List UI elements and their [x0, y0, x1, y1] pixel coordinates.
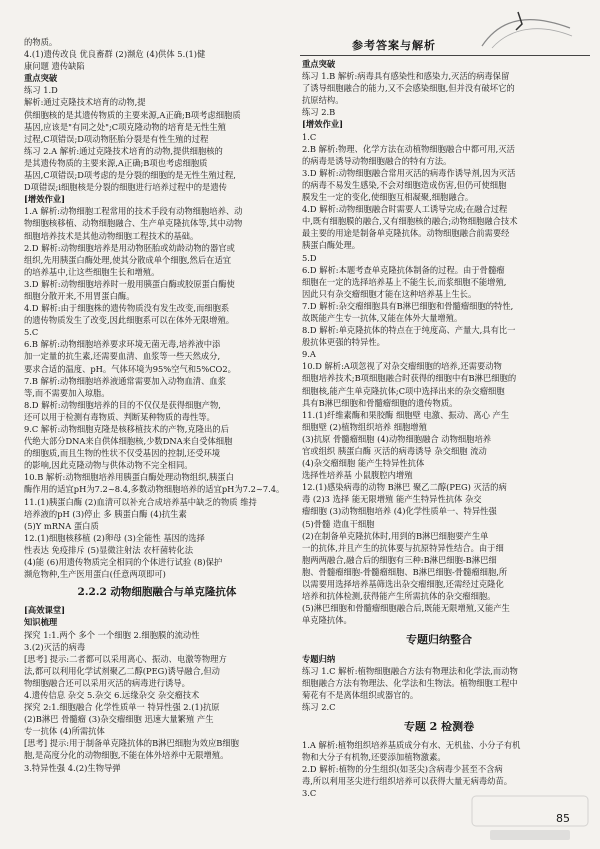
answer-line: 的影响,因此克隆动物与供体动物不完全相同。: [24, 460, 193, 471]
answer-line: 基因,C项错误;D项考虑的是分裂的细胞的是无性生殖过程,: [24, 170, 236, 181]
answer-line: 2.D 解析:动物细胞培养是用动物胚胎或幼龄动物的器官或: [24, 242, 235, 253]
answer-line: (2)B淋巴 骨髓瘤 (3)杂交瘤细胞 迅速大量繁殖 产生: [24, 714, 214, 725]
answer-line: 8.D 解析:单克隆抗体的特点在于纯度高、产量大,具有比一: [302, 325, 516, 336]
answer-line: 5.D: [302, 252, 317, 263]
answer-line: 3.D 解析:动物细胞培养时一般用胰蛋白酶或胶原蛋白酶使: [24, 278, 235, 289]
answer-line: 过程,C项错误;D项动物胚胎分裂是有性生殖的过程: [24, 133, 209, 144]
answer-line: 毒,所以利用茎尖进行组织培养可以获得大量无病毒幼苗。: [302, 776, 513, 787]
answer-line: 2.D 解析:植物的分生组织(如茎尖)含病毒少甚至不含病: [302, 764, 503, 775]
answer-line: [思考] 提示:用于制备单克隆抗体的B淋巴细胞为效应B细胞: [24, 738, 239, 749]
answer-line: 的培养基中,让这些细胞生长和增殖。: [24, 266, 160, 277]
answer-line: 练习 1.C 解析:植物细胞融合方法有物理法和化学法,而动物: [302, 665, 518, 676]
answer-line: 物细胞核移植、动物细胞融合、生产单克隆抗体等,其中动物: [24, 218, 243, 229]
section-heading: [增效作业]: [24, 194, 66, 205]
answer-line: 5.C: [24, 327, 39, 338]
answer-line: 培养和抗体检测,获得能产生所需抗体的杂交瘤细胞。: [302, 591, 496, 602]
answer-line: 练习 2.C: [302, 701, 336, 712]
answer-line: 胞两两融合,融合后的细胞有三种:B淋巴细胞-B淋巴细: [302, 554, 497, 565]
answer-line: 以需要用选择培养基筛选出杂交瘤细胞,还需经过克隆化: [302, 579, 504, 590]
answer-line: 是其遗传物质的主要来源,A正确;B项也考虑细胞质: [24, 157, 208, 168]
answer-line: 细胞培养技术是其他动物细胞工程技术的基础。: [24, 230, 199, 241]
answer-line: 康问题 遗传缺陷: [24, 61, 85, 72]
answer-line: (5)淋巴细胞和骨髓瘤细胞融合后,既能无限增殖,又能产生: [302, 603, 510, 614]
header-decoration-icon: [462, 6, 574, 52]
chapter-title: 专题归纳整合: [406, 634, 472, 647]
answer-line: 练习 2.A 解析:通过克隆技术培育的动物,提供细胞核的: [24, 145, 223, 156]
answer-line: 3.C: [302, 788, 317, 799]
answer-line: 具有B淋巴细胞和骨髓瘤细胞的遗传物质。: [302, 397, 458, 408]
answer-line: 酶作用的适宜pH为7.2~8.4,多数动物细胞培养的适宜pH为7.2~7.4。: [24, 484, 285, 495]
answer-line: 濒危物种,生产医用蛋白(任意两项即可): [24, 569, 166, 580]
answer-line: 9.A: [302, 349, 316, 360]
answer-line: 练习 2.B: [302, 107, 336, 118]
answer-line: 胞、骨髓瘤细胞-骨髓瘤细胞、B淋巴细胞-骨髓瘤细胞,所: [302, 566, 508, 577]
answer-line: 6.B 解析:动物细胞培养要求环境无菌无毒,培养液中添: [24, 339, 221, 350]
answer-line: 练习 1.B 解析:病毒具有感染性和感染力,灭活的病毒保留: [302, 71, 510, 82]
answer-line: 官或组织 胰蛋白酶 灭活的病毒诱导 杂交细胞 流动: [302, 446, 487, 456]
answer-line: 般抗体更强的特异性。: [302, 337, 385, 348]
answer-line: 单克隆抗体。: [302, 615, 352, 626]
answer-line: 故既能产生专一抗体,又能在体外大量增殖。: [302, 312, 463, 323]
answer-line: 物和大分子有机物,还要添加植物激素。: [302, 752, 446, 763]
section-heading: 重点突破: [24, 73, 58, 84]
answer-line: 细胞融合方法有物理法、化学法和生物法。植物细胞工程中: [302, 677, 518, 688]
section-heading: 专题归纳: [302, 653, 336, 664]
answer-line: (2)在制备单克隆抗体时,用到的B淋巴细胞要产生单: [302, 530, 489, 541]
section-heading: 重点突破: [302, 59, 336, 69]
section-heading: [高效课堂]: [24, 605, 66, 616]
answer-line: 一的抗体,并且产生的抗体要与抗原特异性结合。由于细: [302, 542, 504, 553]
answer-line: 12.(1)感染病毒的动物 B淋巴 聚乙二醇(PEG) 灭活的病: [302, 482, 507, 493]
page-number: 85: [556, 812, 570, 825]
answer-line: 等,而不需要加入琼脂。: [24, 387, 110, 398]
header-title: 参考答案与解析: [352, 39, 436, 52]
answer-line: 胞,是高度分化的动物细胞,不能在体外培养中无限增殖。: [24, 750, 229, 761]
watermark-logo-icon: [470, 792, 590, 844]
answer-line: 探究 1:1.两个 多个 一个细胞 2.细胞膜的流动性: [24, 629, 200, 640]
section-heading: [增效作业]: [302, 119, 344, 130]
answer-line: 中,既有细胞膜的融合,又有细胞核的融合;动物细胞融合技术: [302, 216, 518, 227]
answer-line: D项错误;i细胞核是分裂的细胞进行培养过程中的是遗传: [24, 182, 227, 193]
answer-line: 菊花有不是离体组织或器官的。: [302, 689, 419, 700]
left-column: [24, 36, 290, 774]
answer-line: (4)杂交瘤细胞 能产生特异性抗体: [302, 458, 425, 469]
answer-line: 基因,应该是"有同之处";C项克隆动物的培育是无性生殖: [24, 121, 226, 132]
answer-line: 细胞培养技术;B项细胞融合时获得的细胞中有B淋巴细胞的: [302, 373, 517, 384]
answer-line: 法,都可以利用化学试剂聚乙二醇(PEG)诱导融合,但动: [24, 665, 220, 676]
answer-line: 的病毒不易发生感染,不会对细胞造成伤害,但仍可使细胞: [302, 179, 507, 190]
answer-line: 的遗传物质发生了改变,因此细胞系可以在体外无限增殖。: [24, 315, 235, 326]
chapter-title: 专题 2 检测卷: [403, 720, 475, 733]
answer-line: 供细胞核的是其遗传物质的主要来源,A正确;B项考虑细胞质: [24, 109, 241, 120]
answer-line: 毒 (2)3 选择 能无限增殖 能产生特异性抗体 杂交: [302, 494, 482, 505]
section-heading: 知识梳理: [24, 617, 58, 628]
answer-line: 细胞壁 (2)植物组织培养 细胞增殖: [302, 421, 427, 432]
answer-line: 代绝大部分DNA来自供体细胞核,少数DNA来自受体细胞: [24, 436, 233, 447]
answer-line: 组织,先用胰蛋白酶处理,使其分散成单个细胞,然后在适宜: [24, 254, 232, 265]
answer-line: 膜发生一定的变化,使细胞互相凝聚,细胞融合。: [302, 192, 474, 203]
answer-line: 1.A 解析:植物组织培养基质成分有水、无机盐、小分子有机: [302, 740, 521, 751]
header-rule: [300, 55, 590, 56]
answer-line: 解析:通过克隆技术培育的动物,提: [24, 97, 146, 108]
answer-line: 瘤细胞 (3)动物细胞培养 (4)化学性质单一、特异性强: [302, 506, 497, 517]
answer-line: 2.B 解析:物理、化学方法在动植物细胞融合中都可用,灭活: [302, 143, 515, 154]
right-column: [302, 58, 576, 800]
answer-line: 的细胞质,而且生物的性状不仅受基因的控制,还受环境: [24, 448, 221, 459]
answer-line: 最主要的用途是制备单克隆抗体。动物细胞融合前需要经: [302, 228, 510, 239]
answer-line: 4.遗传信息 杂交 5.杂交 6.远缘杂交 杂交瘤技术: [24, 689, 200, 700]
answer-line: 探究 2:1.细胞融合 化学性质单一 特异性强 2.(1)抗原: [24, 702, 220, 713]
chapter-title: 2.2.2 动物细胞融合与单克隆抗体: [77, 586, 237, 599]
answer-line: 7.B 解析:动物细胞培养液通常需要加入动物血清、血浆: [24, 375, 226, 386]
answer-line: 还可以用于检测有毒物质、判断某种物质的毒性等。: [24, 411, 215, 422]
answer-line: 要求合适的温度、pH。气体环境为95%空气和5%CO2。: [24, 363, 236, 374]
answer-line: 4.D 解析:动物细胞融合时需要人工诱导完成;在融合过程: [302, 204, 508, 215]
answer-line: 细胞在一定的选择培养基上不能生长,而浆细胞不能增殖,: [302, 276, 507, 287]
answer-line: 10.D 解析:A项忽视了对杂交瘤细胞的培养,还需要动物: [302, 361, 502, 372]
answer-line: 了诱导细胞融合的能力,又不会感染细胞,但并没有破坏它的: [302, 83, 515, 94]
answer-line: 6.D 解析:本题考查单克隆抗体制备的过程。由于骨髓瘤: [302, 264, 505, 275]
answer-line: 专一抗体 (4)所需抗体: [24, 726, 105, 737]
answer-line: (4)能 (6)用遗传物质完全相同的个体进行试验 (8)保护: [24, 557, 223, 568]
answer-line: 9.C 解析:动物细胞克隆是核移植技术的产物,克隆出的后: [24, 424, 229, 434]
answer-line: (5)骨髓 造血干细胞: [302, 518, 375, 529]
answer-line: 10.B 解析:动物细胞培养用胰蛋白酶处理动物组织,胰蛋白: [24, 472, 234, 483]
answer-line: 的病毒是诱导动物细胞融合的特有方法。: [302, 155, 452, 166]
answer-line: 7.D 解析:杂交瘤细胞具有B淋巴细胞和骨髓瘤细胞的特性,: [302, 300, 514, 311]
answer-line: 的物质。: [24, 37, 58, 47]
answer-line: 细胞核,能产生单克隆抗体;C项中选择出来的杂交瘤细胞: [302, 385, 505, 396]
answer-line: 因此只有杂交瘤细胞才能在这种培养基上生长。: [302, 288, 477, 299]
answer-line: 加一定量的抗生素,还需要血清、血浆等一些天然成分,: [24, 351, 221, 362]
answer-line: 培养液的pH (3)停止 多 胰蛋白酶 (4)抗生素: [24, 508, 187, 519]
answer-line: 性表达 免疫排斥 (5)显微注射法 农杆菌转化法: [24, 544, 194, 555]
answer-line: 11.(1)纤维素酶和果胶酶 细胞壁 电激、振动、离心 产生: [302, 409, 510, 420]
answer-line: 抗原结构。: [302, 95, 344, 106]
answer-line: 选择性培养基 小鼠腹腔内增殖: [302, 470, 413, 481]
answer-line: 细胞分散开来,不用胃蛋白酶。: [24, 290, 135, 301]
answer-line: (3)抗原 骨髓瘤细胞 (4)动物细胞融合 动物细胞培养: [302, 433, 492, 444]
answer-line: 3.特异性强 4.(2)生物导弹: [24, 762, 121, 773]
answer-line: 4.(1)遗传改良 优良畜群 (2)濒危 (4)供体 5.(1)健: [24, 49, 206, 60]
answer-line: (5)Y mRNA 蛋白质: [24, 520, 99, 531]
answer-line: 1.C: [302, 131, 317, 142]
answer-line: [思考] 提示:二者都可以采用离心、振动、电激等物理方: [24, 653, 227, 664]
answer-line: 练习 1.D: [24, 85, 58, 96]
answer-line: 3.(2)灭活的病毒: [24, 641, 86, 652]
answer-line: 12.(1)细胞核移植 (2)卵母 (3)全能性 基因的选择: [24, 532, 205, 543]
answer-line: 11.(1)胰蛋白酶 (2)血清可以补充合成培养基中缺乏的物质 维持: [24, 496, 257, 507]
answer-line: 胰蛋白酶处理。: [302, 240, 361, 251]
answer-line: 物细胞融合还可以采用灭活的病毒进行诱导。: [24, 677, 190, 688]
answer-line: 1.A 解析:动物细胞工程常用的技术手段有动物细胞培养、动: [24, 206, 243, 217]
answer-line: 4.D 解析:由于细胞株的遗传物质没有发生改变,而细胞系: [24, 303, 230, 314]
answer-line: 3.D 解析:动物细胞融合常用灭活的病毒作诱导剂,因为灭活: [302, 167, 516, 178]
answer-line: 8.D 解析:动物细胞培养的目的不仅仅是获得细胞产物,: [24, 399, 221, 410]
